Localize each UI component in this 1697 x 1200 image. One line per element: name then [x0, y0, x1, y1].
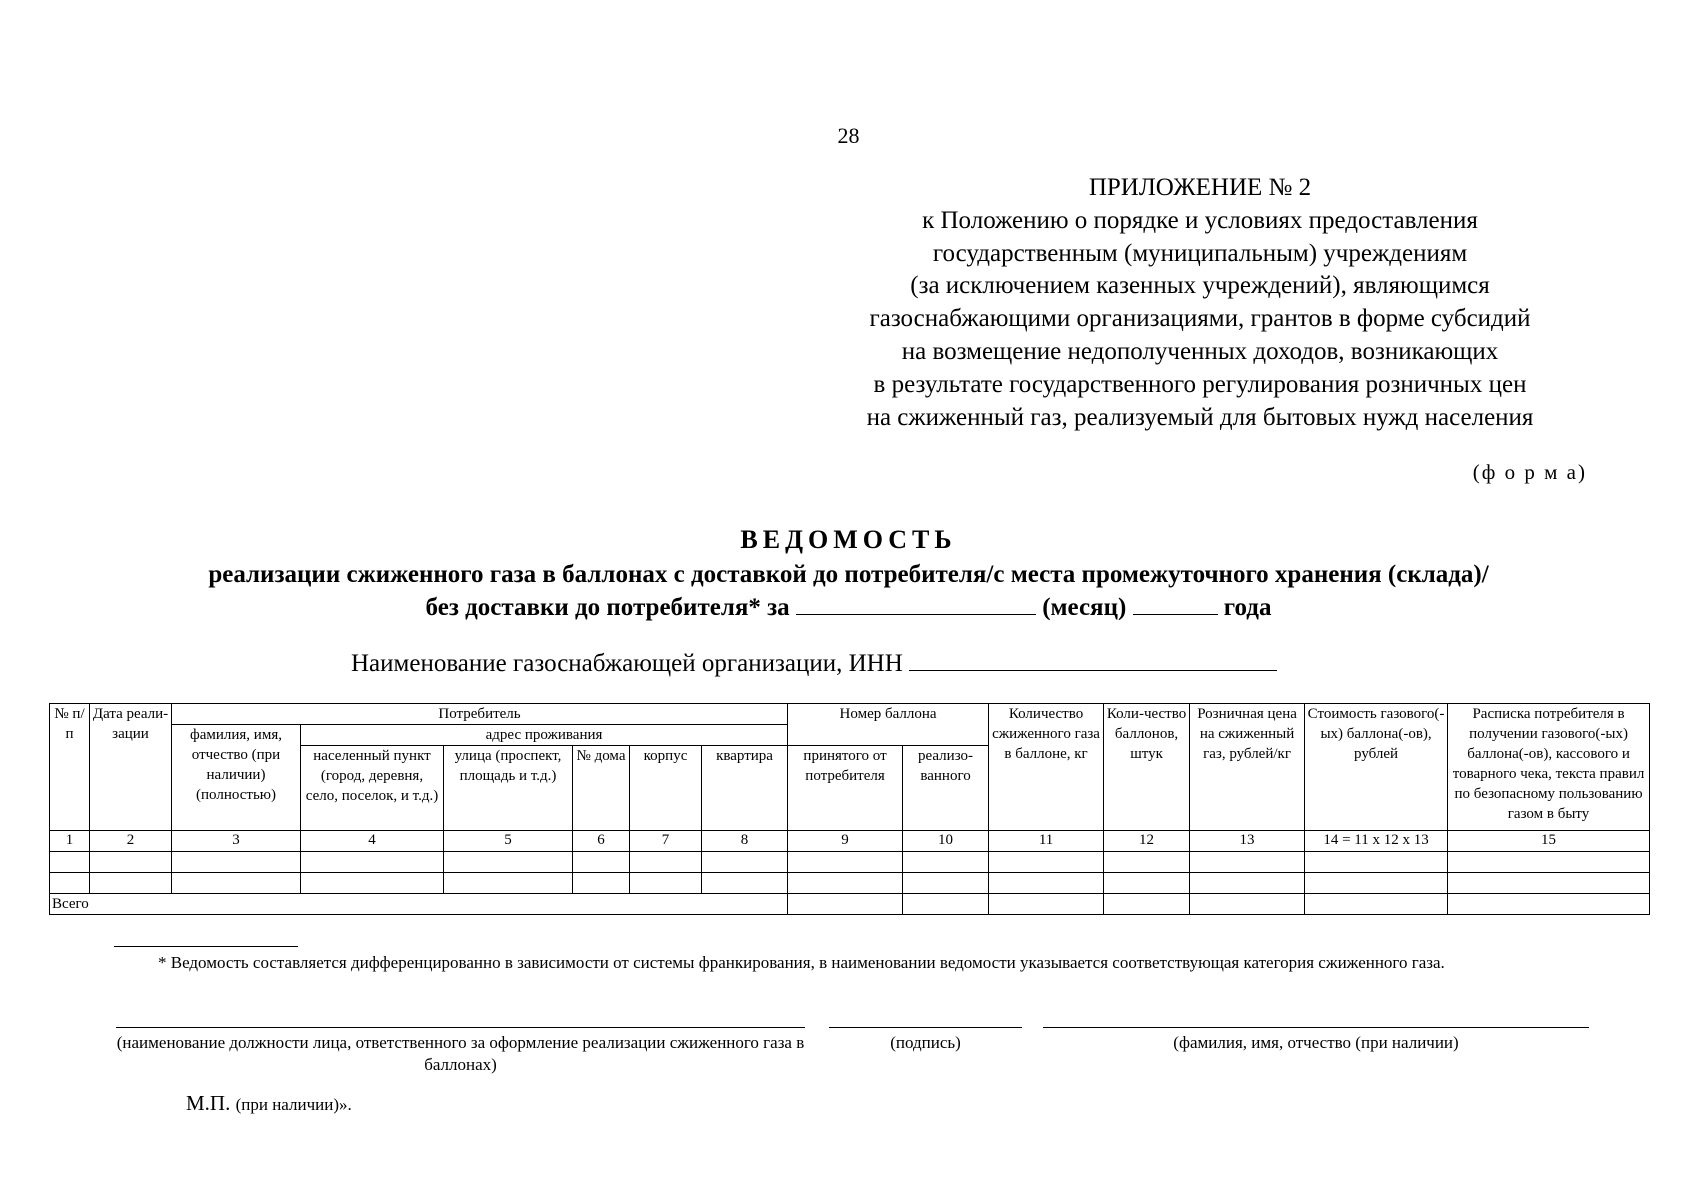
header-cylinder-number: Номер баллона [788, 704, 989, 746]
table-cell[interactable] [444, 873, 573, 894]
table-cell[interactable] [573, 873, 630, 894]
subtitle-prefix: без доставки до потребителя* за [425, 594, 790, 621]
column-number: 3 [172, 831, 301, 852]
header-receipt: Расписка потребителя в получении газового(-ых) баллона(-ов), кассового и товарного чека, текста правил по безопасному пользованию газом в быту [1448, 704, 1650, 831]
column-number: 13 [1190, 831, 1305, 852]
table-cell[interactable] [172, 873, 301, 894]
inn-blank [909, 648, 1277, 671]
signature-line [829, 1027, 1022, 1028]
table-cell[interactable] [1305, 873, 1448, 894]
full-name-signature-line [1043, 1027, 1589, 1028]
appendix-header [800, 172, 1600, 434]
header-full-name: фамилия, имя, отчество (при наличии) (полностью) [172, 725, 301, 831]
column-number: 14 = 11 х 12 х 13 [1305, 831, 1448, 852]
column-number: 1 [50, 831, 90, 852]
table-cell[interactable] [788, 873, 903, 894]
year-blank [1133, 592, 1218, 615]
table-cell[interactable] [989, 894, 1104, 915]
column-number: 7 [630, 831, 702, 852]
header-cylinder-count: Коли-чество баллонов, штук [1104, 704, 1190, 831]
table-cell[interactable] [1448, 894, 1650, 915]
stamp-placeholder [186, 1091, 352, 1116]
header-retail-price: Розничная цена на сжиженный газ, рублей/кг [1190, 704, 1305, 831]
table-cell[interactable] [788, 852, 903, 873]
table-cell[interactable] [903, 852, 989, 873]
full-name-label: (фамилия, имя, отчество (при наличии) [1173, 1033, 1459, 1052]
table-cell[interactable] [90, 873, 172, 894]
subtitle-line-2 [0, 591, 1697, 624]
table-cell[interactable] [301, 852, 444, 873]
column-number: 15 [1448, 831, 1650, 852]
table-cell[interactable] [702, 852, 788, 873]
column-number: 11 [989, 831, 1104, 852]
header-house: № дома [573, 746, 630, 831]
table-cell[interactable] [1448, 873, 1650, 894]
subtitle-line-1: реализации сжиженного газа в баллонах с доставкой до потребителя/с места промежуточного хранения (склада)/ [208, 561, 1489, 588]
table-cell[interactable] [1305, 894, 1448, 915]
column-number: 8 [702, 831, 788, 852]
signature-label: (подпись) [890, 1033, 961, 1052]
table-cell[interactable] [989, 873, 1104, 894]
table-row [50, 873, 1650, 894]
column-number: 5 [444, 831, 573, 852]
stamp-label: М.П. [186, 1091, 231, 1115]
document-title: ВЕДОМОСТЬ [740, 525, 957, 554]
ledger-table [49, 703, 1650, 915]
column-number: 12 [1104, 831, 1190, 852]
header-number: № п/п [50, 704, 90, 831]
header-street: улица (проспект, площадь и т.д.) [444, 746, 573, 831]
month-blank [796, 592, 1036, 615]
table-cell[interactable] [573, 852, 630, 873]
column-number-row [50, 831, 1650, 852]
table-cell[interactable] [1190, 894, 1305, 915]
table-cell[interactable] [301, 873, 444, 894]
table-cell[interactable] [1104, 894, 1190, 915]
stamp-note: (при наличии)». [235, 1095, 352, 1114]
header-gas-quantity: Количество сжиженного газа в баллоне, кг [989, 704, 1104, 831]
table-cell[interactable] [1448, 852, 1650, 873]
table-cell[interactable] [630, 852, 702, 873]
appendix-line: на возмещение недополученных доходов, возникающих [901, 337, 1499, 365]
column-number: 9 [788, 831, 903, 852]
position-label: (наименование должности лица, ответственного за оформление реализации сжиженного газа в баллонах) [116, 1033, 805, 1074]
table-cell[interactable] [50, 873, 90, 894]
table-cell[interactable] [903, 894, 989, 915]
header-sold: реализо-ванного [903, 746, 989, 831]
subtitle-year: года [1223, 594, 1272, 621]
position-signature-line [116, 1027, 805, 1028]
column-number: 6 [573, 831, 630, 852]
table-cell[interactable] [1190, 873, 1305, 894]
appendix-line: государственным (муниципальным) учреждениям [932, 239, 1468, 267]
total-row [50, 894, 1650, 915]
table-cell[interactable] [1104, 852, 1190, 873]
header-date: Дата реали-зации [90, 704, 172, 831]
total-label: Всего [50, 894, 788, 915]
appendix-line: (за исключением казенных учреждений), являющимся [910, 272, 1490, 300]
table-cell[interactable] [1305, 852, 1448, 873]
organization-label: Наименование газоснабжающей организации, ИНН [351, 650, 903, 677]
table-cell[interactable] [90, 852, 172, 873]
header-apartment: квартира [702, 746, 788, 831]
appendix-line: на сжиженный газ, реализуемый для бытовых нужд населения [866, 403, 1534, 431]
column-number: 4 [301, 831, 444, 852]
header-cost: Стоимость газового(-ых) баллона(-ов), рублей [1305, 704, 1448, 831]
table-cell[interactable] [50, 852, 90, 873]
table-row [50, 852, 1650, 873]
column-number: 2 [90, 831, 172, 852]
header-locality: населенный пункт (город, деревня, село, поселок, и т.д.) [301, 746, 444, 831]
table-cell[interactable] [1190, 852, 1305, 873]
header-address: адрес проживания [301, 725, 788, 746]
appendix-line: к Положению о порядке и условиях предоставления [922, 206, 1478, 234]
table-cell[interactable] [702, 873, 788, 894]
footnote: * Ведомость составляется дифференцированно в зависимости от системы франкирования, в наименовании ведомости указывается соответствующая категория сжиженного газа. [158, 953, 1445, 972]
column-number: 10 [903, 831, 989, 852]
subtitle-month: (месяц) [1042, 594, 1127, 621]
table-cell[interactable] [1104, 873, 1190, 894]
appendix-line: газоснабжающими организациями, грантов в форме субсидий [869, 305, 1531, 333]
appendix-line: ПРИЛОЖЕНИЕ № 2 [1088, 174, 1312, 201]
organization-line [351, 648, 1277, 678]
footnote-rule [114, 946, 298, 947]
header-building: корпус [630, 746, 702, 831]
table-cell[interactable] [903, 873, 989, 894]
header-consumer: Потребитель [172, 704, 788, 725]
form-mark: (ф о р м а) [1472, 460, 1587, 484]
page-number: 28 [837, 123, 860, 148]
appendix-line: в результате государственного регулирования розничных цен [873, 370, 1527, 398]
table-cell[interactable] [172, 852, 301, 873]
document-subtitle [0, 558, 1697, 624]
header-received: принятого от потребителя [788, 746, 903, 831]
table-cell[interactable] [630, 873, 702, 894]
table-cell[interactable] [444, 852, 573, 873]
table-cell[interactable] [989, 852, 1104, 873]
table-cell[interactable] [788, 894, 903, 915]
